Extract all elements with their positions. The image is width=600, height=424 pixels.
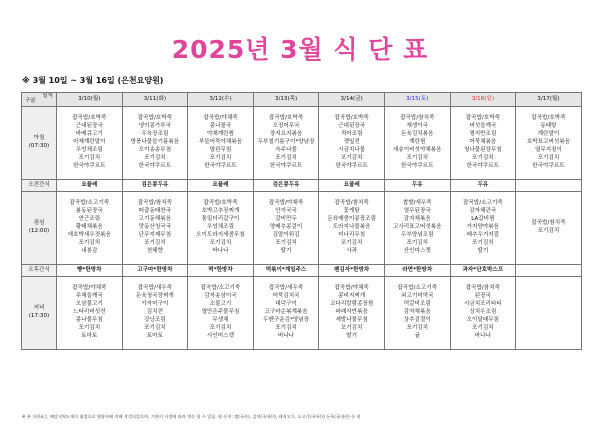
menu-item: 포기김치 <box>275 324 297 331</box>
menu-item: 잡곡밥/참치죽 <box>334 200 369 207</box>
menu-item: 잡곡밥/야채죽 <box>203 115 238 122</box>
menu-item: 오이도라지새콤무침 <box>196 231 245 238</box>
menu-item: 마체계란말이 <box>73 139 106 146</box>
menu-item: 오징어무국 <box>272 123 300 130</box>
afternoon_snack-cell: 펜김자*한방차 <box>319 265 385 277</box>
menu-item: 돈육김치볶음 <box>401 131 434 138</box>
menu-item: 통밀더리갈구이 <box>201 216 240 223</box>
lunch-menu-cell <box>188 192 254 265</box>
afternoon_snack-cell: 떡*한방차 <box>188 265 254 277</box>
menu-item: 멸판무침 <box>209 146 232 153</box>
menu-item: 포기김치 <box>340 324 363 331</box>
afternoon_snack-cell: 떡볶이*계일주스 <box>253 265 319 277</box>
menu-item: 부들어묵야채볶음 <box>198 139 243 146</box>
menu-item: 코다리칼람종장찜 <box>330 301 374 308</box>
menu-item: 토마토 <box>146 332 163 339</box>
menu-item: 한국야쿠르트 <box>335 162 368 169</box>
menu-item: 한국야쿠르트 <box>532 162 565 169</box>
menu-item: 시금치조리타티 <box>463 301 502 308</box>
menu-item: 두부양념조림 <box>401 231 434 238</box>
menu-item: 김치전 <box>146 309 163 316</box>
menu-item: 포기김치 <box>209 239 232 246</box>
menu-item: 딸기 <box>346 332 358 339</box>
menu-item: 포기김치 <box>537 228 560 234</box>
menu-item: 잿잎전 <box>343 139 360 146</box>
menu-item: 재생이국 <box>406 123 429 130</box>
morning_snack-cell: 요플레 <box>57 180 123 192</box>
menu-item: 파래자반볶음 <box>335 309 368 316</box>
menu-item: 우엉채조림 <box>75 146 103 153</box>
menu-item: 잡곡밥/참치죽 <box>137 200 173 207</box>
dinner-menu-cell <box>188 277 254 350</box>
dinner-menu-cell <box>516 277 582 350</box>
menu-item: 돈육청국장찌개 <box>135 293 174 300</box>
lunch-menu-cell <box>253 192 319 265</box>
menu-item: 멸만은주물무침 <box>201 309 240 316</box>
morning-snack-label: 오전간식 <box>22 180 57 192</box>
afternoon_snack-cell: 과자*단호박스프 <box>450 265 516 277</box>
lunch-menu-cell <box>319 192 385 265</box>
menu-item: 꿩지반조림 <box>469 131 497 138</box>
meal-time: (12:00) <box>28 228 50 234</box>
menu-table <box>21 92 582 350</box>
meal-time: (07:30) <box>28 143 50 149</box>
morning-snack-row <box>22 180 582 192</box>
menu-item: 잡곡밥/새우죽 <box>268 285 304 292</box>
menu-item: 잡곡밥/새우죽 <box>137 285 173 292</box>
menu-item: 포기김치 <box>340 154 363 161</box>
morning_snack-cell: 검은콩두유 <box>122 180 188 192</box>
menu-item: 산인마스켓 <box>403 247 431 254</box>
morning_snack-cell: 요플레 <box>319 180 385 192</box>
menu-item: 상추겉절이 <box>403 316 431 323</box>
menu-item: 한국야쿠르트 <box>269 162 303 169</box>
morning_snack-cell: 두유 <box>384 180 450 192</box>
menu-item: 포기김치 <box>78 154 101 161</box>
menu-item: 찹쌀/새우죽 <box>402 200 432 207</box>
menu-item: 봄동된장국 <box>75 208 103 215</box>
morning_snack-cell: 요플레 <box>188 180 254 192</box>
menu-item: 잡곡밥/호박죽 <box>203 200 238 207</box>
dinner-menu-cell <box>122 277 188 350</box>
menu-item: 포기김치 <box>78 324 101 331</box>
menu-item: 잡곡밥/야채죽 <box>334 285 369 292</box>
lunch-row <box>22 192 582 265</box>
menu-item: 포기김치 <box>78 239 101 246</box>
menu-item: 잡곡밥/참치죽 <box>400 115 435 122</box>
menu-period: ※ 3월 10일 ~ 3월 16일 (은천요양원) <box>22 76 164 85</box>
menu-item: 상치우조림 <box>469 309 497 316</box>
menu-item: 잡곡밥/소고기죽 <box>69 200 110 207</box>
menu-item: 포기김치 <box>406 324 429 331</box>
breakfast-menu-cell <box>450 107 516 180</box>
menu-item: 잡곡밥/참치죽 <box>531 220 566 227</box>
dinner-menu-cell <box>450 277 516 350</box>
menu-item: 한국야쿠르트 <box>204 162 237 169</box>
lunch-menu-cell <box>384 192 450 265</box>
menu-item: 감자채볶음 <box>403 216 431 223</box>
menu-item: 잡곡밥/야채죽 <box>268 200 304 207</box>
page-title: 2025년 3월 식 단 표 <box>171 35 429 64</box>
menu-item: 어묵채볶음 <box>469 139 497 146</box>
menu-item: 호박고추장찌개 <box>201 208 240 215</box>
footnote: ※ 본 식단표는 해당지역도재의 협정으로 영양사에 의해 작성되었으며, 기관의 사정에 따라 변동 될 수 있음. 원 산지: 쌀(국산), 김치(국내산), 돼지고기, 소고기(국내산) 돈육(국내산) 등 외 <box>22 414 361 419</box>
lunch-menu-cell <box>516 192 582 265</box>
dinner-menu-cell <box>319 277 385 350</box>
menu-item: 열무지짐이 <box>534 146 562 153</box>
menu-item: 돈육매콤이콩장조림 <box>327 216 376 223</box>
menu-item: 잡곡밥/참치죽 <box>465 285 501 292</box>
lunch-menu-cell <box>57 192 123 265</box>
menu-item: 계란찜 <box>409 139 426 146</box>
menu-item: 잡곡밥/호박죽 <box>268 115 304 122</box>
menu-item: 장지요지볶음 <box>269 131 303 138</box>
menu-item: 내봉감 <box>81 247 98 254</box>
menu-item: 숙주나물 <box>275 146 297 153</box>
day-header: 3/17(월) <box>516 93 582 107</box>
menu-item: 감자채볶음 <box>403 309 431 316</box>
menu-item: 감자송삼이국 <box>204 293 237 300</box>
menu-item: 호박표고버섯볶음 <box>526 139 571 146</box>
menu-item: 한국야쿠르트 <box>138 162 172 169</box>
menu-item: 잡곡밥/야채죽 <box>72 285 107 292</box>
menu-item: 사과 <box>346 247 358 254</box>
menu-item: 바나나 <box>212 247 229 254</box>
menu-item: 김말이튀김 <box>272 231 300 238</box>
menu-item: 황태채볶음 <box>75 224 103 231</box>
menu-item: 애호박새우젓볶음 <box>67 231 111 238</box>
menu-item: 바베큐고기 <box>75 131 103 138</box>
menu-item: 사인머스켓 <box>206 332 234 339</box>
dinner-menu-cell <box>384 277 450 350</box>
menu-item: 적어조림 <box>340 131 363 138</box>
menu-item: 감자해관국 <box>469 208 497 215</box>
corner-category-label: 구분 <box>25 98 36 105</box>
corner-cell <box>22 93 57 107</box>
menu-item: 쇠고기미역국 <box>401 293 434 300</box>
menu-item: 야채계란찜 <box>206 131 234 138</box>
menu-item: LA갈비찜 <box>471 216 495 223</box>
menu-item: 세발나물무침 <box>335 316 368 323</box>
menu-item: 된장국 <box>474 293 491 300</box>
afternoon-snack-label: 오후간식 <box>22 265 57 277</box>
menu-item: 어묵김치국 <box>272 293 300 300</box>
menu-item: 포기김치 <box>472 239 494 246</box>
menu-item: 강낭조림 <box>144 316 166 323</box>
menu-item: 토마토 <box>81 332 98 339</box>
menu-item: 포기김치 <box>275 154 297 161</box>
menu-item: 오삼불고기 <box>75 301 103 308</box>
menu-item: 콩나물무침 <box>75 316 103 323</box>
menu-item: 가자미구이 <box>141 301 169 308</box>
menu-item: 양배추콩겉이 <box>269 224 303 231</box>
menu-item: 포기김치 <box>209 154 232 161</box>
menu-item: 잡곡밥/소고기죽 <box>200 285 241 292</box>
dinner-row <box>22 277 582 350</box>
menu-item: 소불고기 <box>209 301 232 308</box>
lunch-menu-cell <box>450 192 516 265</box>
menu-item: 우엉채조림 <box>206 224 234 231</box>
menu-item: 근대된장국 <box>75 123 103 130</box>
breakfast-menu-cell <box>57 107 123 180</box>
menu-item: 버섯들깨국 <box>469 123 497 130</box>
day-header: 3/14(금) <box>319 93 385 107</box>
menu-item: 딸기 <box>280 247 292 254</box>
menu-item: 포기김치 <box>209 324 232 331</box>
breakfast-menu-cell <box>122 107 188 180</box>
menu-item: 바나나 <box>474 332 491 339</box>
menu-item: 고구마순볶계볶음 <box>264 309 308 316</box>
menu-item: 두부칠기름구이*양념장 <box>257 139 315 146</box>
dinner-menu-cell <box>57 277 123 350</box>
menu-item: 계란말이 <box>537 131 560 138</box>
menu-item: 대덕구이 <box>275 301 297 308</box>
afternoon_snack-cell <box>516 265 582 277</box>
menu-item: 느타리버섯전 <box>73 309 106 316</box>
lunch-menu-cell <box>122 192 188 265</box>
menu-item: 고기동해볶음 <box>138 216 172 223</box>
meal-name: 아침 <box>33 135 45 142</box>
menu-item: 맛동산청국국 <box>138 224 172 231</box>
menu-item: 방풍나물들기름볶음 <box>130 139 180 146</box>
afternoon_snack-cell: 빵*한방차 <box>57 265 123 277</box>
menu-item: 도라지나물볶음 <box>332 224 371 231</box>
header-row <box>22 93 582 107</box>
menu-item: 무채들깨국 <box>75 293 103 300</box>
menu-item: 떡갈비조림 <box>403 301 431 308</box>
menu-item: 청나물된장무침 <box>463 146 502 153</box>
dinner-label <box>22 277 57 350</box>
day-header: 3/12(수) <box>188 93 254 107</box>
day-header: 3/10(월) <box>57 93 123 107</box>
meal-name: 저녁 <box>33 305 45 312</box>
menu-item: 잡곡밥/소고기죽 <box>397 285 438 292</box>
day-header: 3/11(화) <box>122 93 188 107</box>
afternoon_snack-cell: 라면*한방차 <box>384 265 450 277</box>
menu-item: 미나리무침 <box>338 231 366 238</box>
menu-item: 연근조림 <box>78 216 101 223</box>
menu-item: 콩비지찌개 <box>338 293 366 300</box>
menu-item: 근대된장국 <box>338 123 366 130</box>
breakfast-menu-cell <box>253 107 319 180</box>
breakfast-menu-cell <box>384 107 450 180</box>
menu-item: 오이달래무침 <box>466 316 500 323</box>
menu-item: 한국야쿠르트 <box>401 162 434 169</box>
menu-item: 포기김치 <box>537 154 560 161</box>
menu-item: 시금치나물 <box>338 146 366 153</box>
menu-item: 포기김치 <box>472 324 494 331</box>
meal-time: (17:30) <box>28 313 50 319</box>
menu-item: 고사리표고버섯볶음 <box>392 224 442 231</box>
menu-item: 새송이버섯야채볶음 <box>392 146 442 153</box>
menu-item: 배추우거지집 <box>466 231 500 238</box>
menu-item: 귤 <box>414 332 420 339</box>
afternoon-snack-row <box>22 265 582 277</box>
menu-item: 바나나 <box>277 332 295 339</box>
menu-item: 갈비만두 <box>275 216 297 223</box>
menu-item: 무생채 <box>212 316 229 323</box>
afternoon_snack-cell: 고구마*한방차 <box>122 265 188 277</box>
menu-item: 떠춤동태찬국 <box>138 208 172 215</box>
day-header-sunday: 3/16(일) <box>450 93 516 107</box>
menu-item: 단무지제무침 <box>138 231 172 238</box>
menu-item: 잡곡밥/호박죽 <box>72 115 107 122</box>
menu-item: 딸기 <box>477 247 489 254</box>
breakfast-menu-cell <box>188 107 254 180</box>
morning_snack-cell <box>516 180 582 192</box>
menu-item: 안지국국 <box>275 208 297 215</box>
breakfast-label <box>22 107 57 180</box>
menu-item: 동태탕 <box>540 123 557 130</box>
menu-item: 한국야쿠르트 <box>73 162 106 169</box>
meal-name: 점심 <box>33 220 45 227</box>
menu-item: 한국야쿠르트 <box>466 162 500 169</box>
morning_snack-cell: 두유 <box>450 180 516 192</box>
breakfast-row <box>22 107 582 180</box>
lunch-label <box>22 192 57 265</box>
menu-item: 오이송송무침 <box>138 146 172 153</box>
menu-item: 포기김치 <box>144 154 166 161</box>
menu-item: 콩나물국 <box>209 123 232 130</box>
morning_snack-cell: 검은콩두유 <box>253 180 319 192</box>
menu-item: 꽃게탕 <box>343 208 360 215</box>
dinner-menu-cell <box>253 277 319 350</box>
menu-item: 잡곡밥/호박죽 <box>137 115 173 122</box>
menu-item: 포기김치 <box>275 239 297 246</box>
menu-item: 천혜향 <box>146 247 163 254</box>
menu-item: 잡곡밥/호박죽 <box>334 115 369 122</box>
menu-item: 잡곡밥/호박죽 <box>531 115 566 122</box>
day-header: 3/13(목) <box>253 93 319 107</box>
menu-item: 우육장조림 <box>141 131 169 138</box>
breakfast-menu-cell <box>319 107 385 180</box>
day-header-saturday: 3/15(토) <box>384 93 450 107</box>
menu-item: 잡곡밥/소고기죽 <box>463 200 503 207</box>
menu-item: 가지양야볶음 <box>466 224 500 231</box>
menu-item: 포기김치 <box>144 239 166 246</box>
breakfast-menu-cell <box>516 107 582 180</box>
menu-item: 포기김치 <box>406 239 429 246</box>
menu-item: 냉이콩가루국 <box>138 123 172 130</box>
menu-item: 포기김치 <box>406 154 429 161</box>
menu-item: 포기김치 <box>472 154 494 161</box>
corner-date-label: 일자 <box>42 93 53 99</box>
menu-item: 포기김치 <box>144 324 166 331</box>
menu-item: 잡곡밥/호박죽 <box>465 115 501 122</box>
menu-item: 두벤구운김*양념장 <box>263 316 310 323</box>
menu-item: 열무된장국 <box>403 208 431 215</box>
menu-item: 포기김치 <box>340 239 363 246</box>
